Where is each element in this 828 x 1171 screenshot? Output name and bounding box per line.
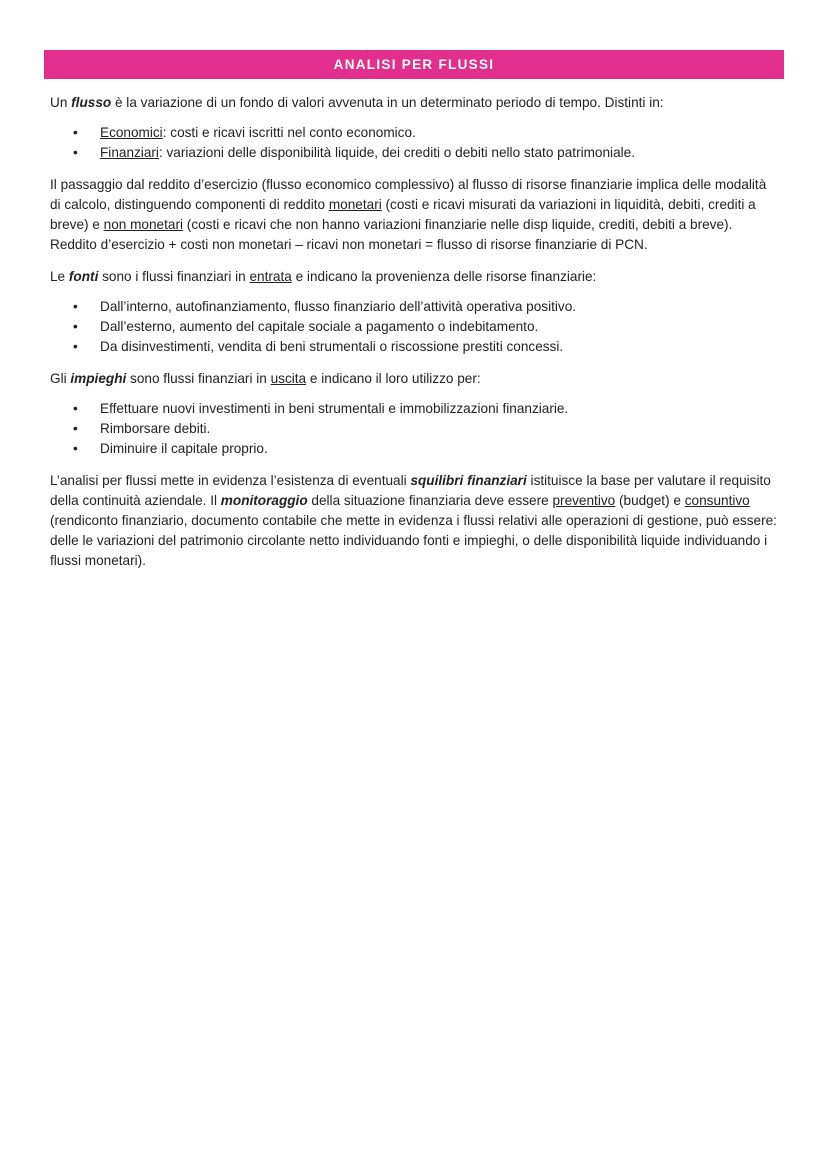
term-flusso: flusso — [71, 95, 112, 110]
fonti-paragraph: Le fonti sono i flussi finanziari in entrata e indicano la provenienza delle risorse finanziarie: — [50, 269, 597, 284]
list-item: • Diminuire il capitale proprio. — [50, 439, 780, 459]
bullet-icon: • — [73, 299, 78, 314]
passaggio-paragraph: Il passaggio dal reddito d’esercizio (flusso economico complessivo) al flusso di risorse finanziarie implica delle modalità di calcolo, distinguendo componenti di reddito monetari (costi e ricavi misurati da variazioni in liquidità, debiti, crediti a breve) e non monetari (costi e ricavi che non hanno variazioni finanziarie nelle disp liquide, crediti, debiti a breve). Reddito d’esercizio + costi non monetari – ricavi non monetari = flusso di risorse finanziarie di PCN. — [50, 177, 767, 252]
list-item: • Rimborsare debiti. — [50, 419, 780, 439]
flow-types-list — [50, 123, 780, 163]
bullet-icon: • — [73, 441, 78, 456]
list-item: • Dall’esterno, aumento del capitale sociale a pagamento o indebitamento. — [50, 317, 780, 337]
document-body — [50, 93, 780, 571]
term-impieghi: impieghi — [70, 371, 127, 386]
term-fonti: fonti — [68, 269, 99, 284]
bullet-icon: • — [73, 401, 78, 416]
conclusion-paragraph: L’analisi per flussi mette in evidenza l’esistenza di eventuali squilibri finanziari istituisce la base per valutare il requisito della continuità aziendale. Il monitoraggio della situazione finanziaria deve essere preventivo (budget) e consuntivo (rendiconto finanziario, documento contabile che mette in evidenza i flussi relativi alle operazioni di gestione, può essere: delle le variazioni del patrimonio circolante netto individuando fonti e impieghi, o delle disponibilità liquide individuando i flussi monetari). — [50, 473, 777, 568]
bullet-icon: • — [73, 125, 78, 140]
page-title: ANALISI PER FLUSSI — [333, 57, 495, 72]
term-monitoraggio: monitoraggio — [220, 493, 308, 508]
intro-paragraph: Un flusso è la variazione di un fondo di valori avvenuta in un determinato periodo di tempo. Distinti in: — [50, 95, 664, 110]
list-item: • Dall’interno, autofinanziamento, flusso finanziario dell’attività operativa positivo. — [50, 297, 780, 317]
list-item: • Finanziari: variazioni delle disponibilità liquide, dei crediti o debiti nello stato patrimoniale. — [50, 143, 780, 163]
list-item: • Da disinvestimenti, vendita di beni strumentali o riscossione prestiti concessi. — [50, 337, 780, 357]
list-item: • Economici: costi e ricavi iscritti nel conto economico. — [50, 123, 780, 143]
bullet-icon: • — [73, 339, 78, 354]
term-squilibri: squilibri finanziari — [410, 473, 527, 488]
bullet-icon: • — [73, 145, 78, 160]
impieghi-list — [50, 399, 780, 459]
fonti-list — [50, 297, 780, 357]
title-banner — [44, 50, 784, 79]
bullet-icon: • — [73, 421, 78, 436]
impieghi-paragraph: Gli impieghi sono flussi finanziari in uscita e indicano il loro utilizzo per: — [50, 371, 481, 386]
list-item: • Effettuare nuovi investimenti in beni strumentali e immobilizzazioni finanziarie. — [50, 399, 780, 419]
bullet-icon: • — [73, 319, 78, 334]
